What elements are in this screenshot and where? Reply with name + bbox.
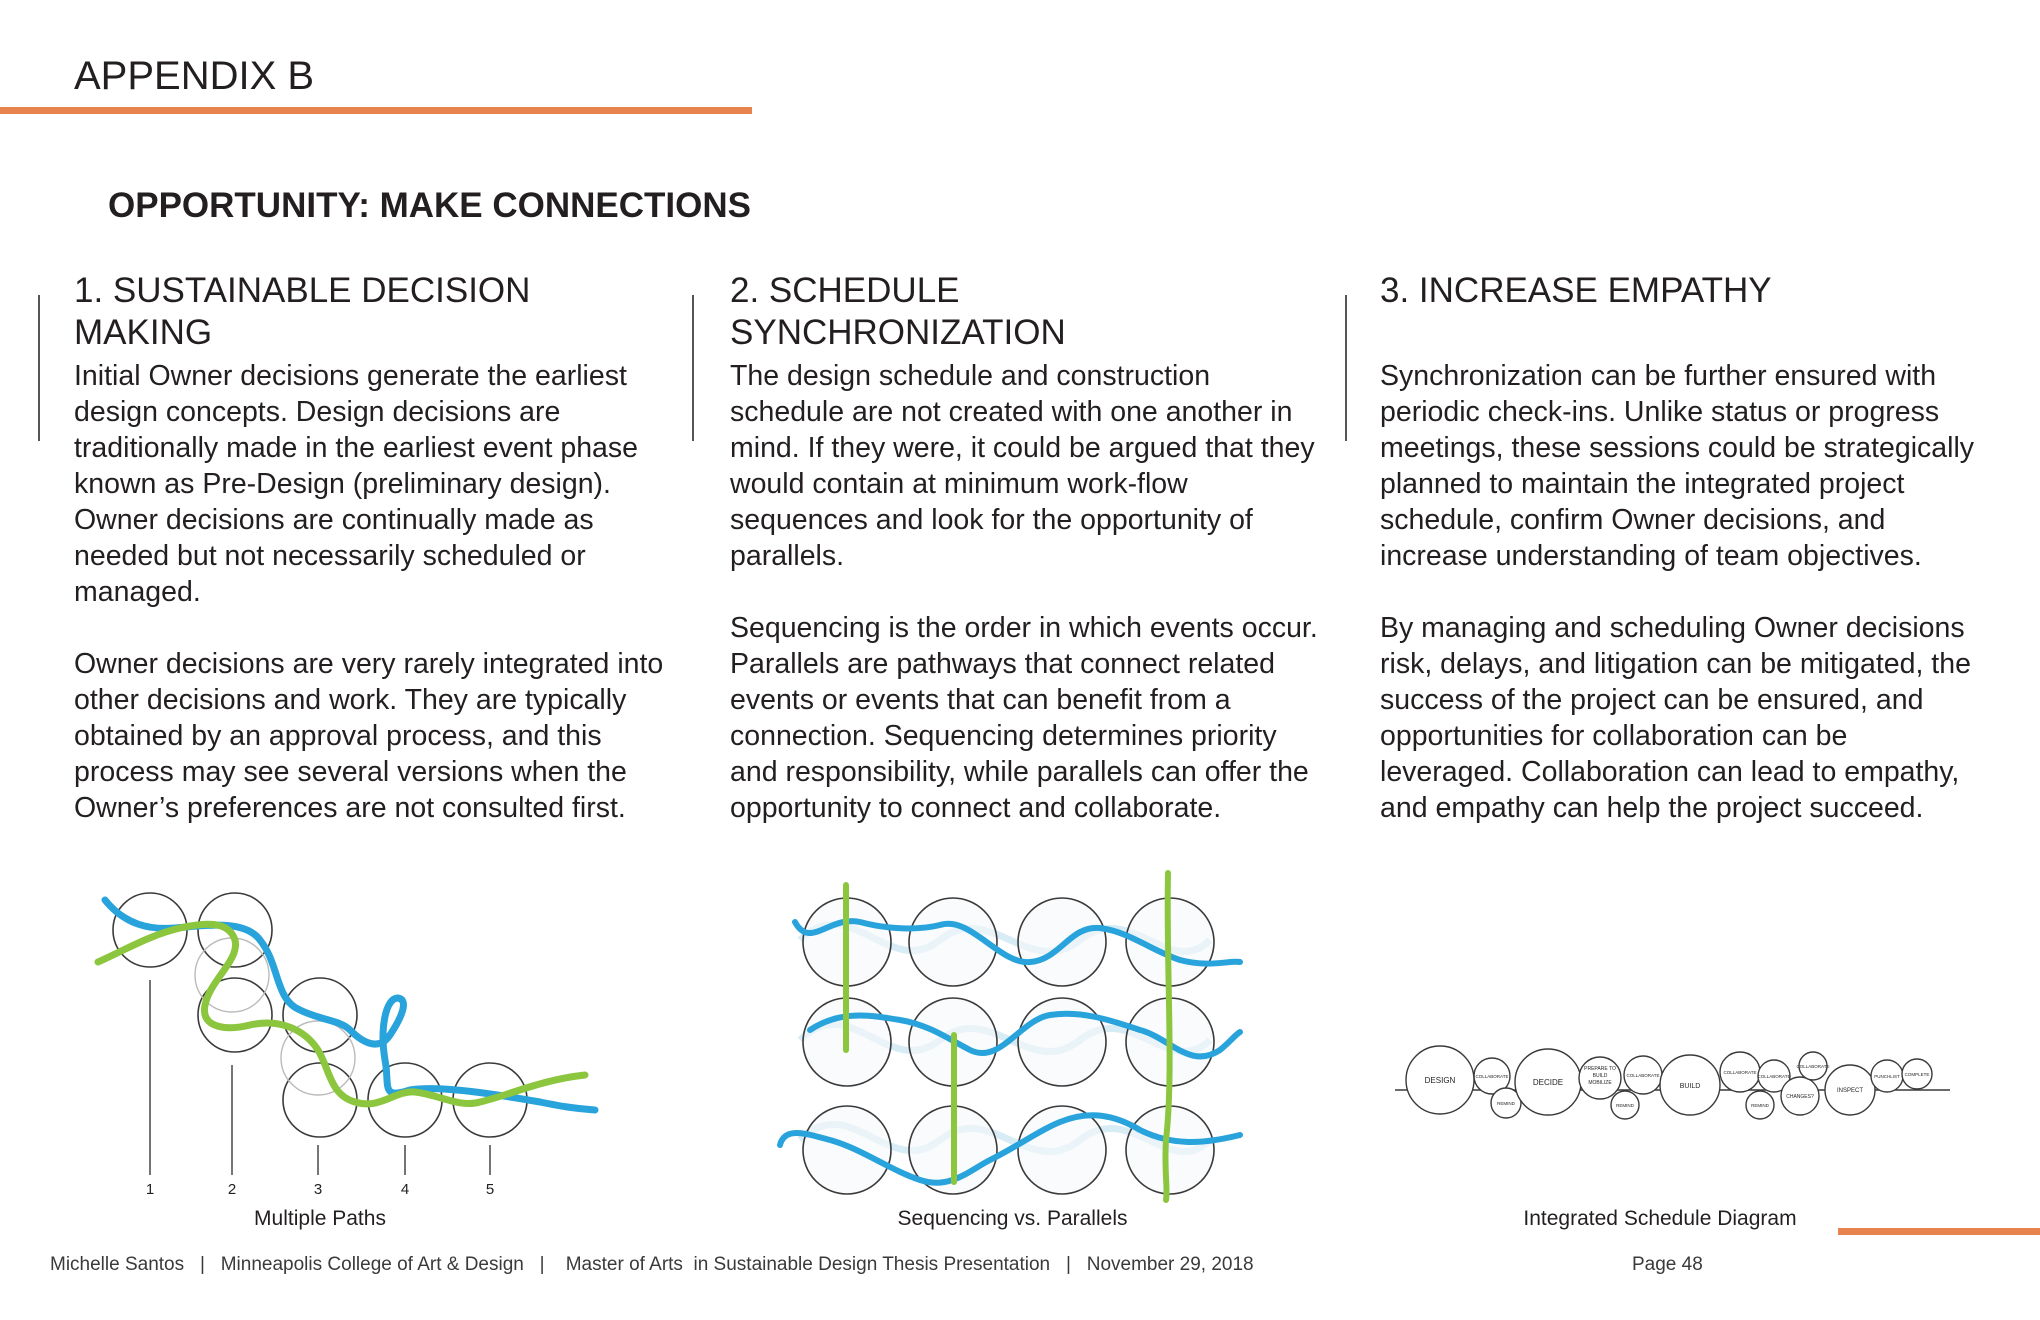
- path-label: 5: [485, 1181, 495, 1198]
- path-label: 3: [313, 1181, 323, 1198]
- page-number: Page 48: [1632, 1254, 1703, 1275]
- multiple-paths-diagram: [80, 880, 620, 1210]
- column-body: [730, 358, 1330, 826]
- column-body: [74, 358, 674, 826]
- column-divider: [38, 295, 40, 441]
- column-1: [74, 270, 674, 862]
- diagram-caption: Multiple Paths: [254, 1207, 386, 1230]
- heading-line: 3. INCREASE EMPATHY: [1380, 271, 1772, 310]
- heading-line: SYNCHRONIZATION: [730, 313, 1066, 352]
- page-title: APPENDIX B: [74, 54, 315, 98]
- stage-label: COMPLETE: [1904, 1072, 1930, 1077]
- stage-label: DECIDE: [1532, 1078, 1564, 1087]
- stage-label: PUNCHLIST: [1874, 1074, 1900, 1079]
- sequencing-parallels-diagram: [770, 870, 1290, 1210]
- stage-label: COLLABORATE: [1475, 1074, 1509, 1079]
- column-body: [1380, 358, 1980, 826]
- ghost-circle: [281, 1021, 355, 1095]
- stage-label: REMIND: [1497, 1101, 1515, 1106]
- paragraph: By managing and scheduling Owner decisions risk, delays, and litigation can be mitigated, the success of the project can be ensured, and opportunities for collaboration can be leveraged. Collaboration can lead to empathy, and empathy can help the project succeed.: [1380, 612, 1971, 824]
- column-2: [730, 270, 1330, 862]
- column-heading: [74, 270, 674, 354]
- path-label: 1: [145, 1181, 155, 1198]
- stage-label: PREPARE TO: [1584, 1066, 1616, 1072]
- path-label: 2: [227, 1181, 237, 1198]
- path-label: 4: [400, 1181, 410, 1198]
- heading-line: 2. SCHEDULE: [730, 271, 960, 310]
- column-divider: [692, 295, 694, 441]
- stage-label: REMIND: [1751, 1103, 1769, 1108]
- diagram-caption: Sequencing vs. Parallels: [897, 1207, 1128, 1230]
- column-heading: [1380, 270, 1980, 354]
- footer-credits: Michelle Santos | Minneapolis College of Art & Design | Master of Arts in Sustainable Design Thesis Presentation | November 29, 2018: [50, 1254, 1254, 1275]
- stage-label: REMIND: [1616, 1103, 1634, 1108]
- green-path: [98, 924, 585, 1104]
- stage-label: COLLABORATE: [1796, 1064, 1830, 1069]
- stage-label: BUILD: [1592, 1073, 1608, 1079]
- section-title: OPPORTUNITY: MAKE CONNECTIONS: [108, 186, 751, 225]
- footer-accent-rule: [1838, 1228, 2040, 1235]
- column-heading: [730, 270, 1330, 354]
- heading-line: [1380, 313, 1390, 352]
- paragraph: Initial Owner decisions generate the earliest design concepts. Design decisions are traditionally made in the earliest event phase known as Pre-Design (preliminary design). Owner decisions are continually made as needed but not necessarily scheduled or managed.: [74, 360, 639, 608]
- paragraph: Owner decisions are very rarely integrated into other decisions and work. They are typically obtained by an approval process, and this process may see several versions when the Owner’s preferences are not consulted first.: [74, 648, 664, 824]
- column-3: [1380, 270, 1980, 862]
- stage-label: BUILD: [1679, 1083, 1701, 1090]
- integrated-schedule-diagram: [1390, 1040, 1960, 1130]
- paragraph: Synchronization can be further ensured with periodic check-ins. Unlike status or progress meetings, these sessions could be strategically planned to maintain the integrated project schedule, confirm Owner decisions, and increase understanding of team objectives.: [1380, 360, 1975, 572]
- column-divider: [1345, 295, 1347, 441]
- stage-label: COLLABORATE: [1757, 1074, 1791, 1079]
- paragraph: The design schedule and construction schedule are not created with one another in mind. If they were, it could be argued that they would contain at minimum work-flow sequences and look for the opportunity of parallels.: [730, 360, 1315, 572]
- heading-line: MAKING: [74, 313, 213, 352]
- header-accent-rule: [0, 107, 752, 114]
- event-circle: [803, 1106, 891, 1194]
- heading-line: 1. SUSTAINABLE DECISION: [74, 271, 531, 310]
- stage-label: DESIGN: [1424, 1076, 1456, 1085]
- stage-label: MOBILIZE: [1588, 1080, 1612, 1086]
- diagram-caption: Integrated Schedule Diagram: [1523, 1207, 1797, 1230]
- stage-label: INSPECT: [1836, 1088, 1864, 1094]
- stage-label: COLLABORATE: [1626, 1073, 1660, 1078]
- stage-label: CHANGES?: [1786, 1094, 1814, 1100]
- stage-label: COLLABORATE: [1723, 1070, 1757, 1075]
- paragraph: Sequencing is the order in which events occur. Parallels are pathways that connect related events or events that can benefit from a connection. Sequencing determines priority and responsibility, while parallels can offer the opportunity to connect and collaborate.: [730, 612, 1318, 824]
